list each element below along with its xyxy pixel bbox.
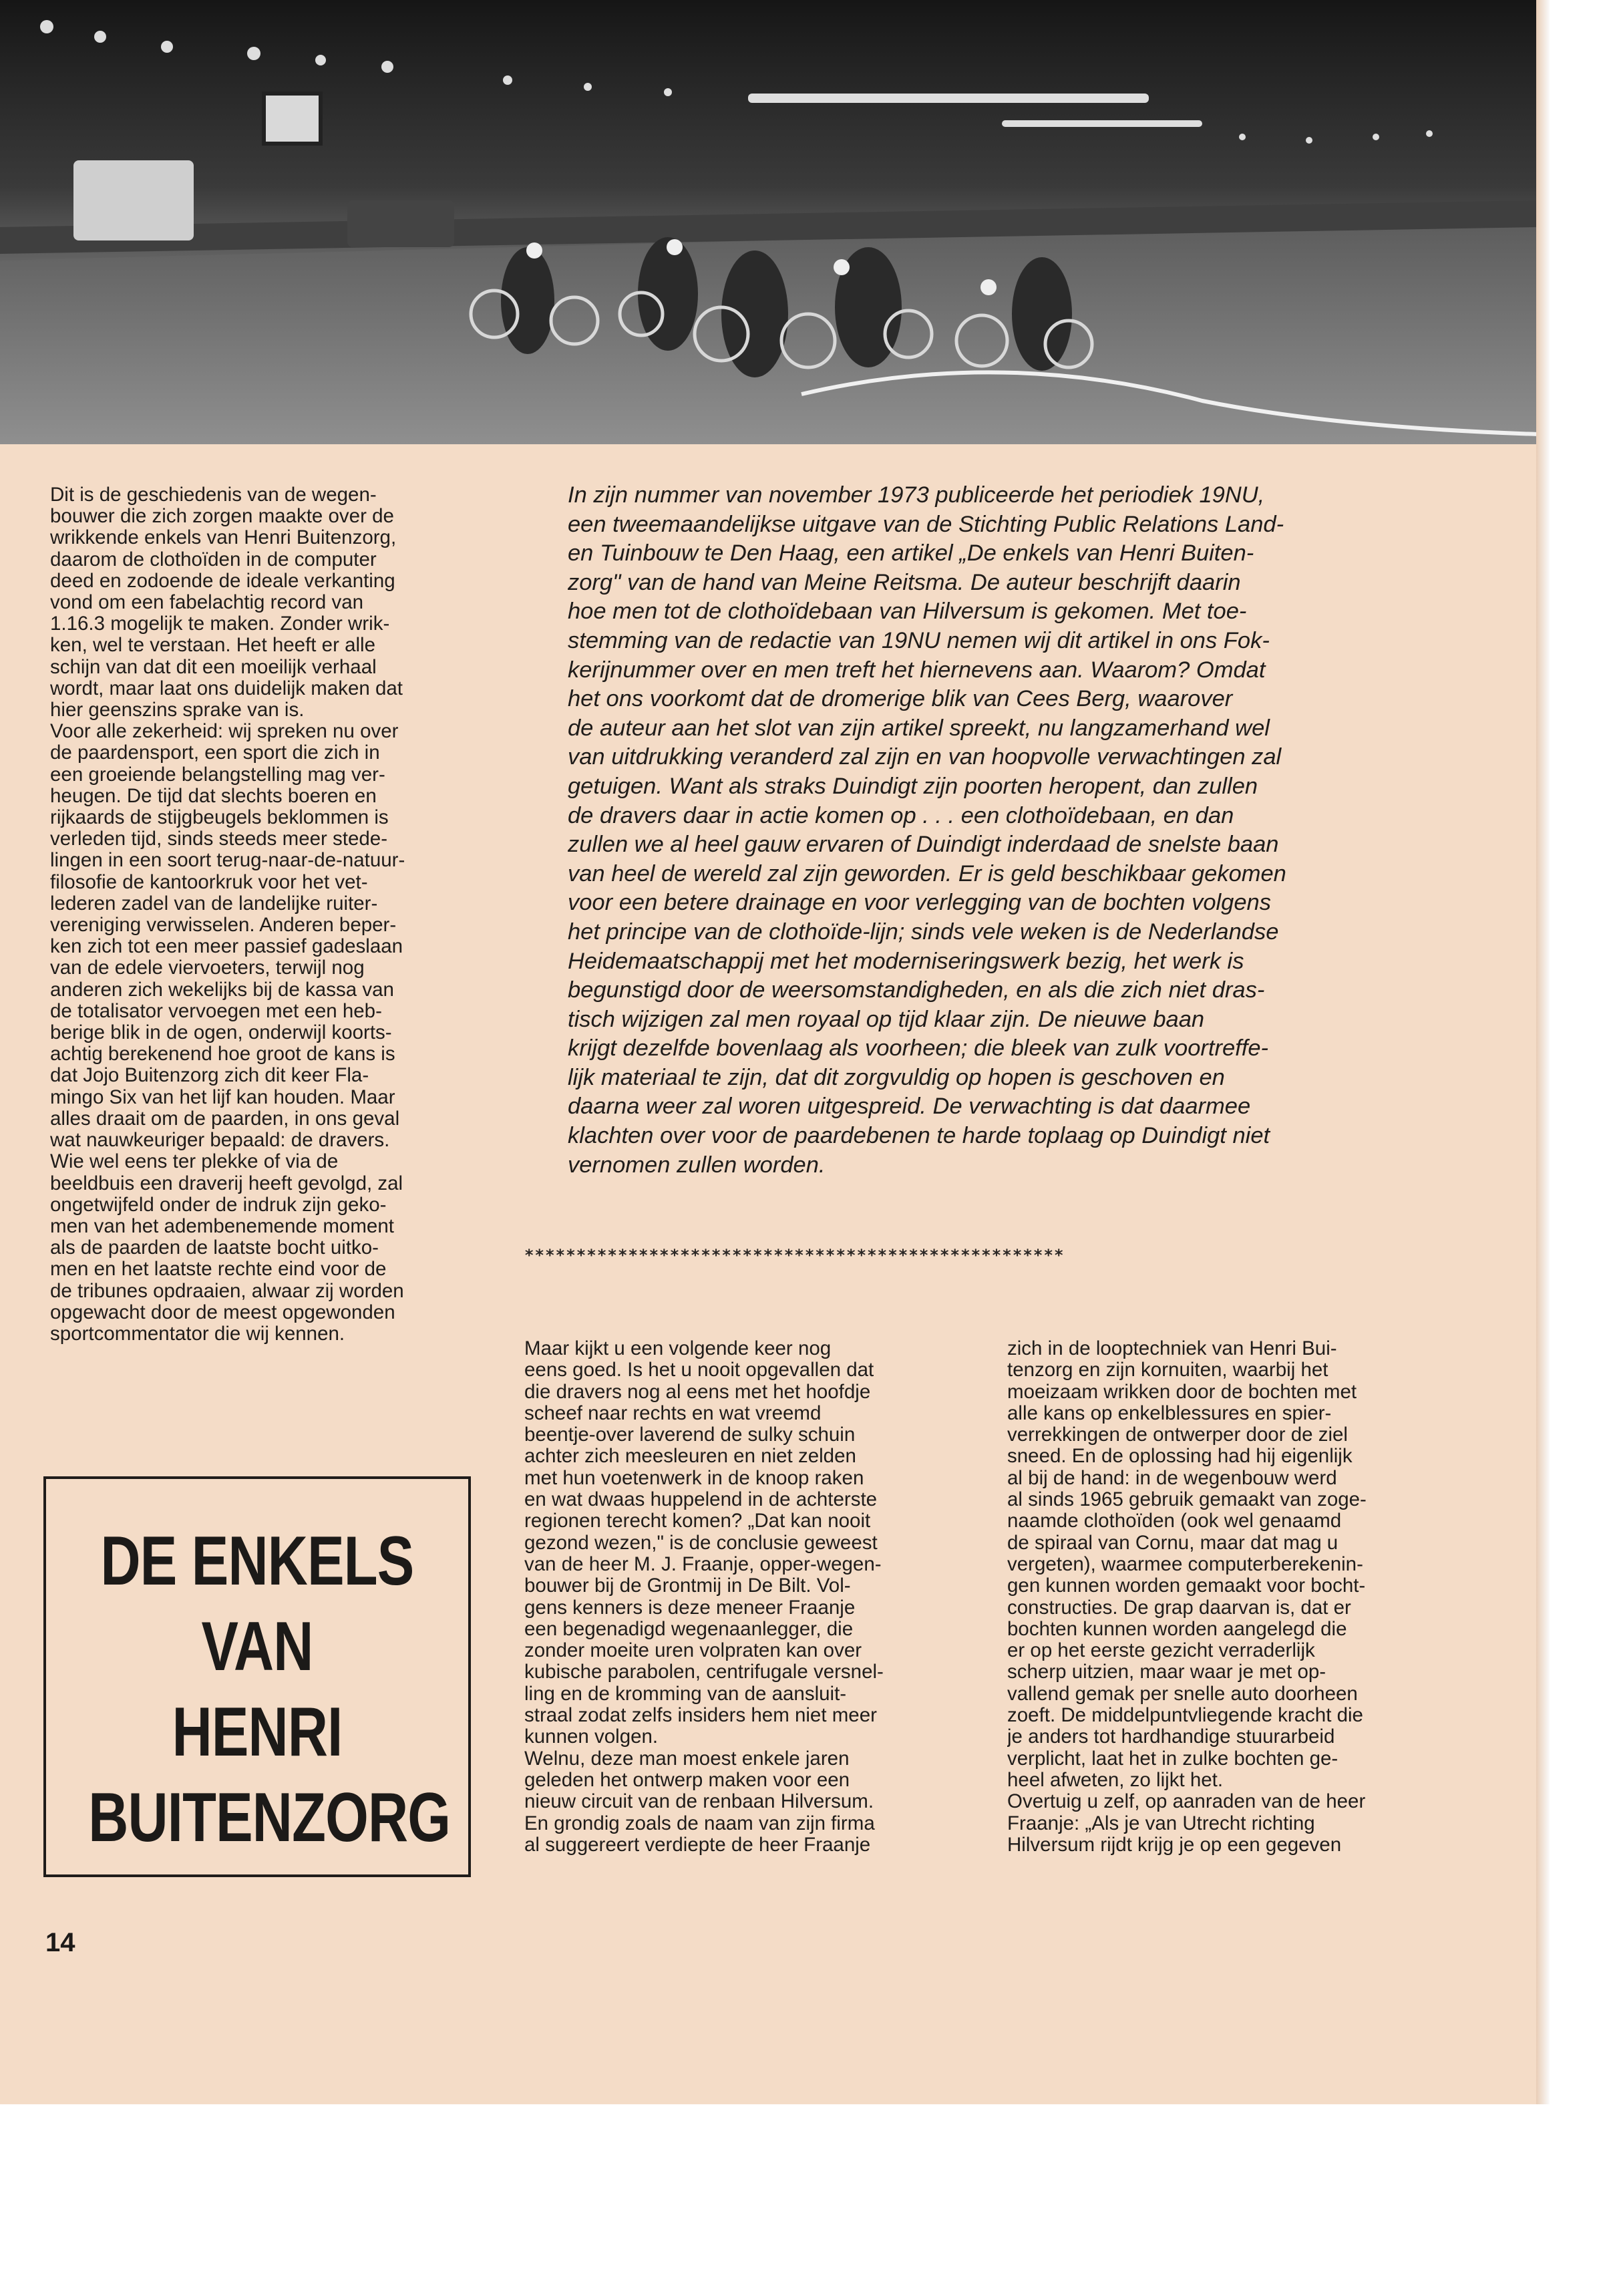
middle-column-text: Maar kijkt u een volgende keer nog eens goed. Is het u nooit opgevallen dat die dravers nog al eens met het hoofdje scheef naar rechts en wat vreemd beentje-over laverend de sulky schuin achter zich meesleuren en niet zelden met hun voetenwerk in de knoop raken en wat dwaas huppelend in de achterste regionen terecht komen? „Dat kan nooit gezond wezen," is de conclusie geweest van de heer M. J. Fraanje, opper-wegen- bouwer bij de Grontmij in De Bilt. Vol- gens kenners is deze meneer Fraanje een begenadigd wegenaanlegger, die zonder moeite uren volpraten kan over kubische parabolen, centrifugale versnel- ling en de kromming van de aansluit- straal zodat zelfs insiders hem niet meer kunnen volgen. Welnu, deze man moest enkele jaren geleden het ontwerp maken voor een nieuw circuit van de renbaan Hilversum. En grondig zoals de naam van zijn firma al suggereert verdiepte de heer Fraanje — [524, 1338, 884, 1856]
article-title-box — [43, 1476, 471, 1877]
asterisk-separator: **************************************************** — [524, 1246, 1065, 1265]
harness-racing-night-photo-icon — [0, 0, 1538, 444]
page-number: 14 — [45, 1928, 75, 1957]
left-column-text: Dit is de geschiedenis van de wegen- bouwer die zich zorgen maakte over de wrikkende enkels van Henri Buitenzorg, daarom de clothoïden in de computer deed en zodoende de ideale verkanting vond om een fabelachtig record van 1.16.3 mogelijk te maken. Zonder wrik- ken, wel te verstaan. Het heeft er alle schijn van dat dit een moeilijk verhaal wordt, maar laat ons duidelijk maken dat hier geenszins sprake van is. Voor alle zekerheid: wij spreken nu over de paardensport, een sport die zich in een groeiende belangstelling mag ver- heugen. De tijd dat slechts boeren en rijkaards de stijgbeugels beklommen is verleden tijd, sinds steeds meer stede- lingen in een soort terug-naar-de-natuur- filosofie de kantoorkruk voor het vet- lederen zadel van de landelijke ruiter- vereniging verwisselen. Anderen beper- ken zich tot een meer passief gadeslaan van de edele viervoeters, terwijl nog anderen zich wekelijks bij de kassa van de totalisator vervoegen met een heb- berige blik in de ogen, onderwijl koorts- achtig berekenend hoe groot de kans is dat Jojo Buitenzorg zich dit keer Fla- mingo Six van het lijf kan houden. Maar alles draait om de paarden, in ons geval wat nauwkeuriger bepaald: de dravers. Wie wel eens ter plekke of via de beeldbuis een draverij heeft gevolgd, zal ongetwijfeld onder de indruk zijn geko- men van het adembenemende moment als de paarden de laatste bocht uitko- men en het laatste rechte eind voor de de tribunes opdraaien, alwaar zij worden opgewacht door de meest opgewonden sportcommentator die wij kennen. — [50, 484, 405, 1345]
title-line-2: VAN — [201, 1608, 313, 1685]
title-line-4: BUITENZORG — [88, 1779, 451, 1856]
right-column-text: zich in de looptechniek van Henri Bui- tenzorg en zijn kornuiten, waarbij het moeizaam wrikken door de bochten met alle kans op enkelblessures en spier- verrekkingen de ontwerper door de ziel sneed. En de oplossing had hij eigenlijk al bij de hand: in de wegenbouw werd al sinds 1965 gebruik gemaakt van zoge- naamde clothoïden (ook wel genaamd de spiraal van Cornu, maar dat mag u vergeten), waarmee computerberekenin- gen kunnen worden gemaakt voor bocht- constructies. De grap daarvan is, dat er bochten kunnen worden aangelegd die er op het eerste gezicht verraderlijk scherp uitzien, maar waar je met op- vallend gemak per snelle auto doorheen zoeft. De middelpuntvliegende kracht die je anders tot hardhandige stuurarbeid verplicht, laat het in zulke bochten ge- heel afweten, zo lijkt het. Overtuig u zelf, op aanraden van de heer Fraanje: „Als je van Utrecht richting Hilversum rijdt krijg je op een gegeven — [1007, 1338, 1367, 1856]
page-edge-shadow — [1536, 0, 1550, 2104]
racetrack-photo — [0, 0, 1538, 444]
intro-italic-text: In zijn nummer van november 1973 publiceerde het periodiek 19NU, een tweemaandelijkse uitgave van de Stichting Public Relations Land- en Tuinbouw te Den Haag, een artikel „De enkels van Henri Buiten- zorg" van de hand van Meine Reitsma. De auteur beschrijft daarin hoe men tot de clothoïdebaan van Hilversum is gekomen. Met toe- stemming van de redactie van 19NU nemen wij dit artikel in ons Fok- kerijnummer over en men treft het hiernevens aan. Waarom? Omdat het ons voorkomt dat de dromerige blik van Cees Berg, waarover de auteur aan het slot van zijn artikel spreekt, nu langzamerhand wel van uitdrukking veranderd zal zijn en van hoopvolle verwachtingen zal getuigen. Want als straks Duindigt zijn poorten heropent, dan zullen de dravers daar in actie komen op . . . een clothoïdebaan, en dan zullen we al heel gauw ervaren of Duindigt inderdaad de snelste baan van heel de wereld zal zijn geworden. Er is geld beschikbaar gekomen voor een betere drainage en voor verlegging van de bochten volgens het principe van de clothoïde-lijn; sinds vele weken is de Nederlandse Heidemaatschappij met het moderniseringswerk bezig, het werk is begunstigd door de weersomstandigheden, en als die zich niet dras- tisch wijzigen zal men royaal op tijd klaar zijn. De nieuwe baan krijgt dezelfde bovenlaag als voorheen; die bleek van zulk voortreffe- lijk materiaal te zijn, dat dit zorgvuldig op hopen is geschoven en daarna weer zal woren uitgespreid. De verwachting is dat daarmee klachten over voor de paardebenen te harde toplaag op Duindigt niet vernomen zullen worden. — [568, 482, 1286, 1178]
title-line-1: DE ENKELS — [100, 1522, 414, 1600]
title-line-3: HENRI — [172, 1693, 343, 1771]
